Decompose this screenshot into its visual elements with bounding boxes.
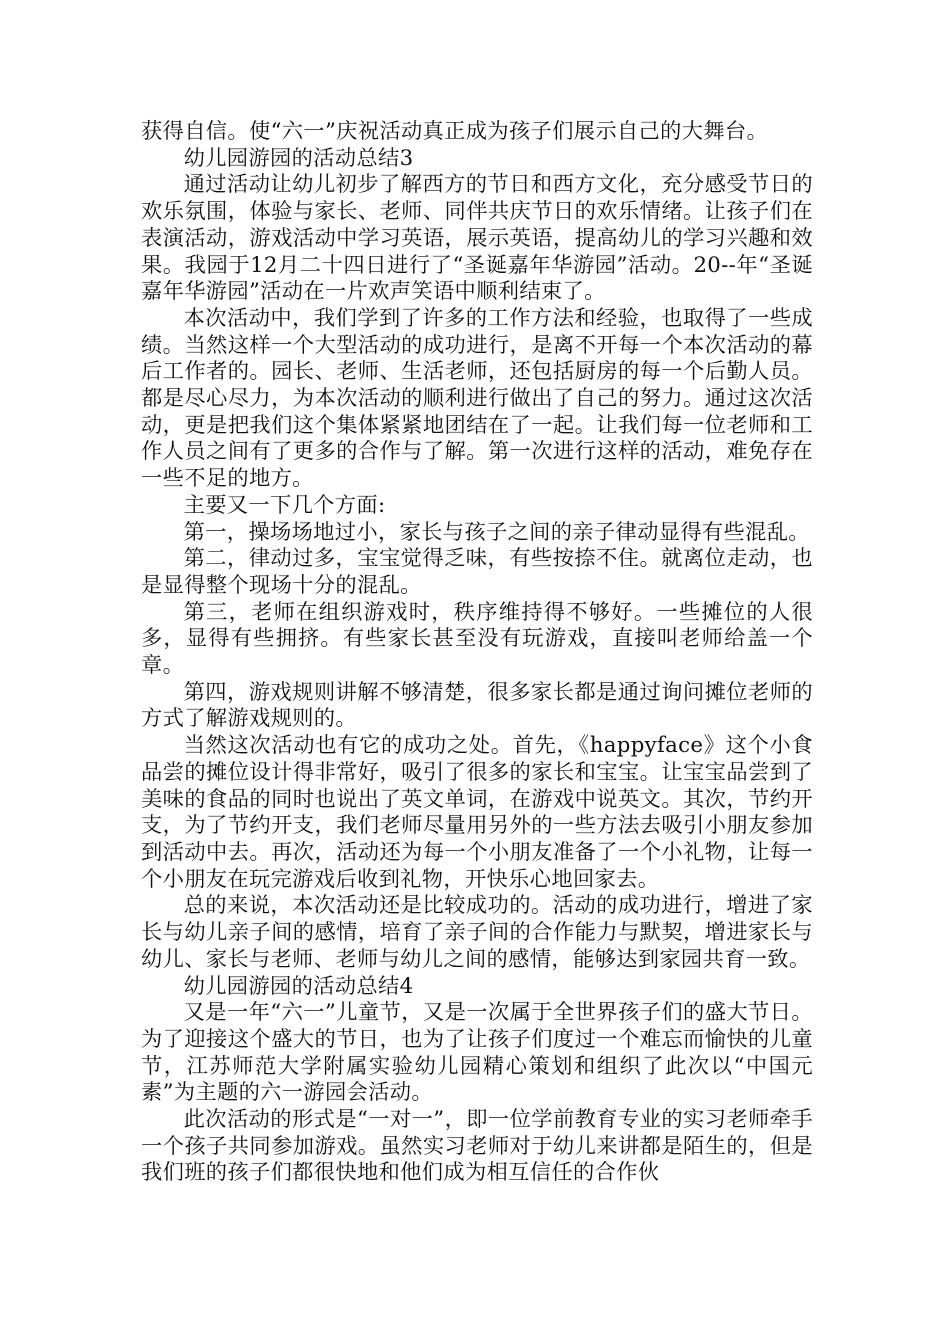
paragraph-issue-3: 第三，老师在组织游戏时，秩序维持得不够好。一些摊位的人很多，显得有些拥挤。有些家长甚至没有玩游戏，直接叫老师给盖一个章。 bbox=[141, 599, 813, 679]
section-heading-4: 幼儿园游园的活动总结4 bbox=[183, 973, 414, 999]
paragraph-summary: 总的来说，本次活动还是比较成功的。活动的成功进行，增进了家长与幼儿亲子间的感情，培育了亲子间的合作能力与默契，增进家长与幼儿、家长与老师、老师与幼儿之间的感情，能够达到家园共育一致。 bbox=[141, 893, 813, 972]
paragraph-issues-heading: 主要又一下几个方面: bbox=[183, 492, 386, 518]
document-page bbox=[141, 119, 813, 1187]
paragraph-continuation: 获得自信。使“六一”庆祝活动真正成为孩子们展示自己的大舞台。 bbox=[141, 119, 769, 144]
paragraph-successes: 当然这次活动也有它的成功之处。首先，《happyface》这个小食品尝的摊位设计得非常好，吸引了很多的家长和宝宝。让宝宝品尝到了美味的食品的同时也说出了英文单词，在游戏中说英文。其次，节约开支，为了节约开支，我们老师尽量用另外的一些方法去吸引小朋友参加到活动中去。再次，活动还为每一个小朋友准备了一个小礼物，让每一个小朋友在玩完游戏后收到礼物，开快乐心地回家去。 bbox=[141, 733, 813, 892]
paragraph-issue-2: 第二，律动过多，宝宝觉得乏味，有些按捺不住。就离位走动，也是显得整个现场十分的混乱。 bbox=[141, 546, 813, 598]
paragraph-activity-form: 此次活动的形式是“一对一”，即一位学前教育专业的实习老师牵手一个孩子共同参加游戏。虽然实习老师对于幼儿来讲都是陌生的，但是我们班的孩子们都很快地和他们成为相互信任的合作伙 bbox=[141, 1107, 813, 1186]
paragraph-issue-1: 第一，操场场地过小，家长与孩子之间的亲子律动显得有些混乱。 bbox=[183, 519, 810, 545]
paragraph-intro-3: 通过活动让幼儿初步了解西方的节日和西方文化，充分感受节日的欢乐氛围，体验与家长、老师、同伴共庆节日的欢乐情绪。让孩子们在表演活动，游戏活动中学习英语，展示英语，提高幼儿的学习兴趣和效果。我园于12月二十四日进行了“圣诞嘉年华游园”活动。20--年“圣诞嘉年华游园”活动在一片欢声笑语中顺利结束了。 bbox=[141, 172, 813, 305]
paragraph-achievements: 本次活动中，我们学到了许多的工作方法和经验，也取得了一些成绩。当然这样一个大型活动的成功进行，是离不开每一个本次活动的幕后工作者的。园长、老师、生活老师，还包括厨房的每一个后勤人员。都是尽心尽力，为本次活动的顺利进行做出了自己的努力。通过这次活动，更是把我们这个集体紧紧地团结在了一起。让我们每一位老师和工作人员之间有了更多的合作与了解。第一次进行这样的活动，难免存在一些不足的地方。 bbox=[141, 305, 813, 492]
section-heading-3: 幼儿园游园的活动总结3 bbox=[183, 145, 414, 171]
paragraph-intro-4: 又是一年“六一”儿童节，又是一次属于全世界孩子们的盛大节日。为了迎接这个盛大的节日，也为了让孩子们度过一个难忘而愉快的儿童节，江苏师范大学附属实验幼儿园精心策划和组织了此次以“中国元素”为主题的六一游园会活动。 bbox=[141, 1000, 813, 1106]
paragraph-issue-4: 第四，游戏规则讲解不够清楚，很多家长都是通过询问摊位老师的方式了解游戏规则的。 bbox=[141, 679, 813, 732]
